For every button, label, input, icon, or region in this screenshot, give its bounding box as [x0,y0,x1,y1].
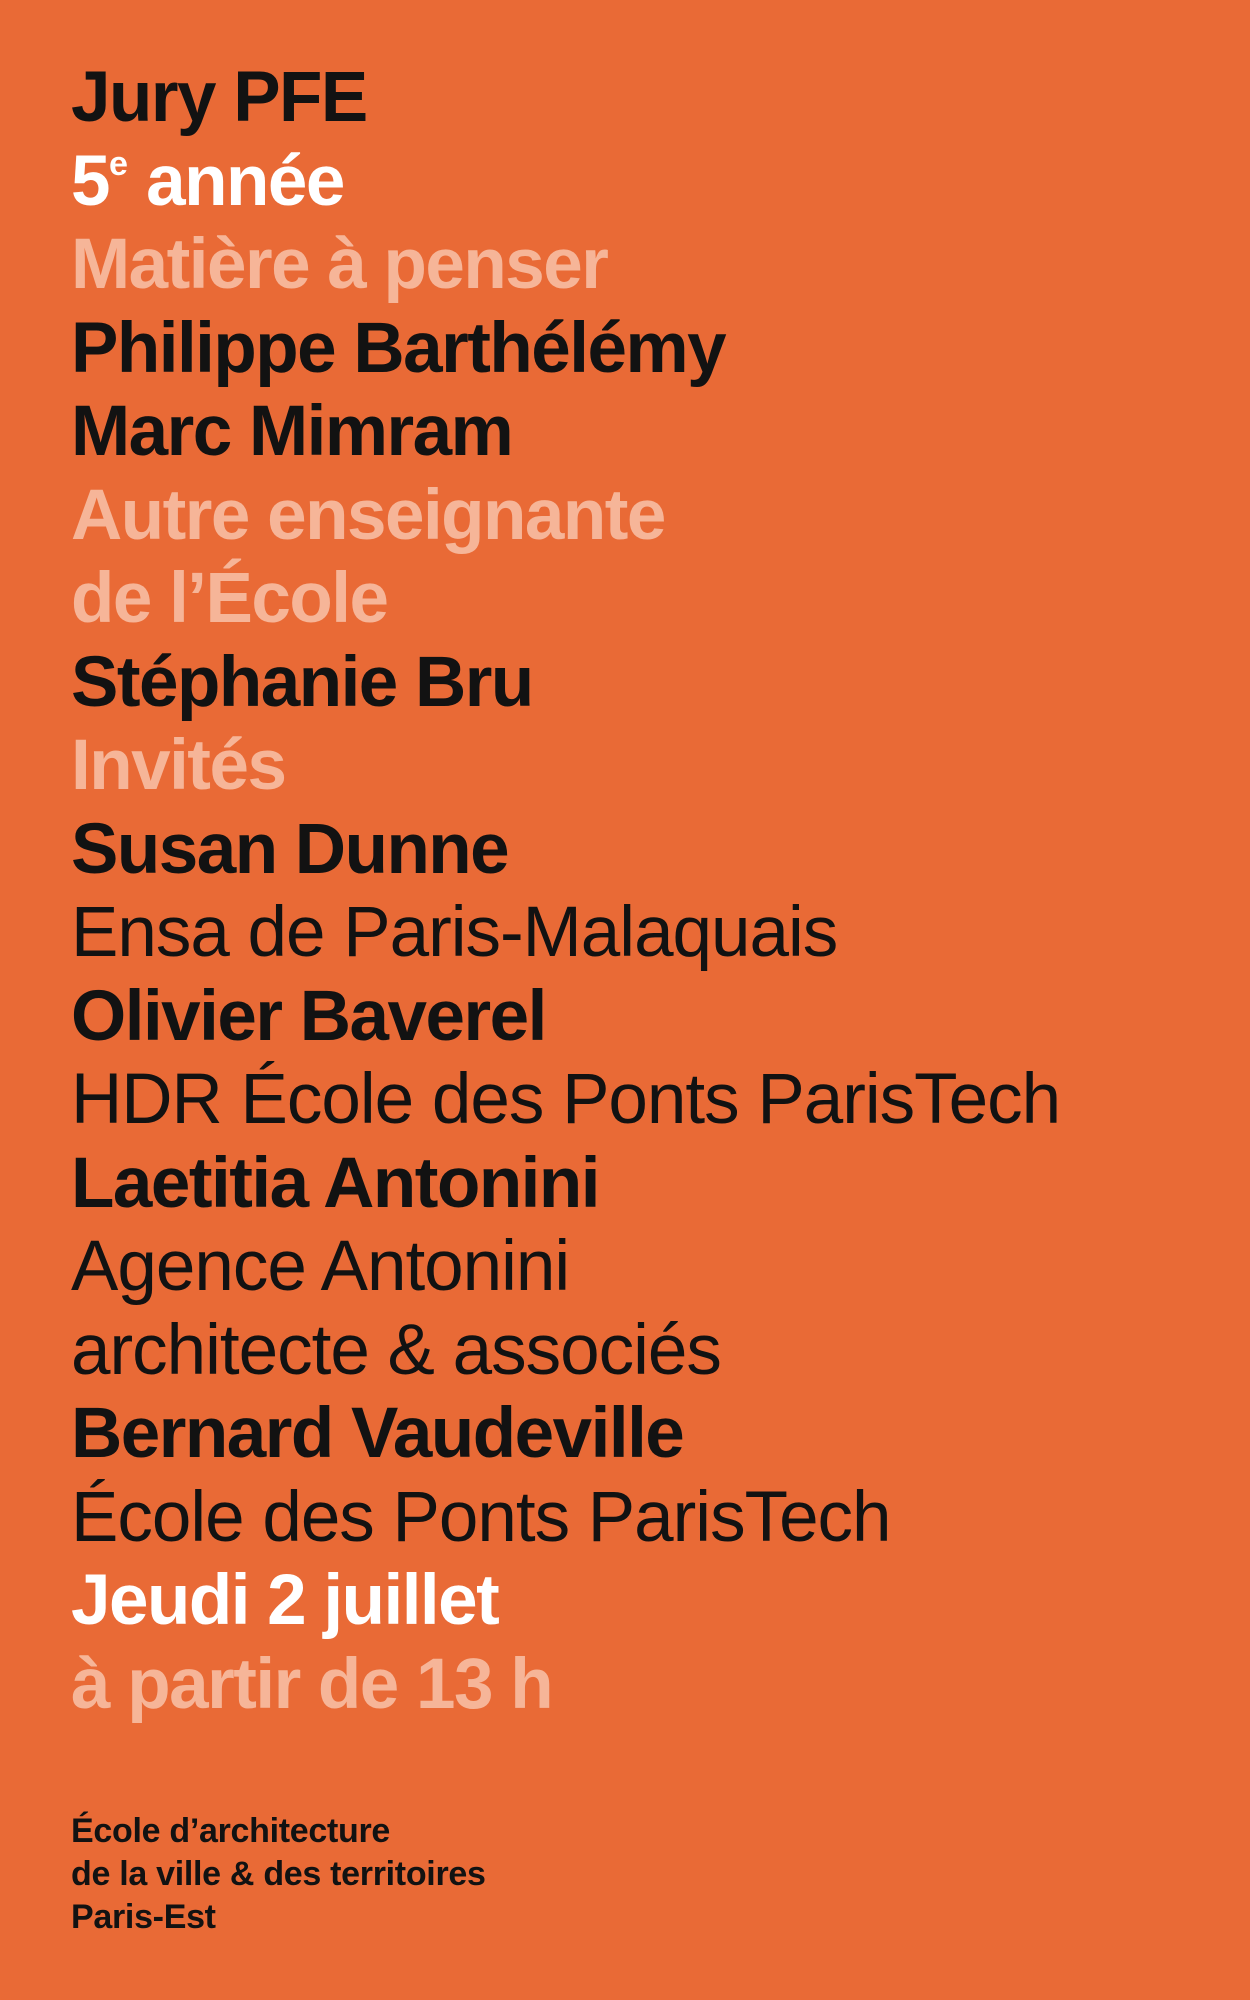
section-matiere: Matière à penser [71,225,608,304]
guest-affiliation-laetitia-antonini-line-2: architecte & associés [71,1310,721,1390]
guest-name-bernard-vaudeville: Bernard Vaudeville [71,1394,684,1473]
year-suffix: année [127,141,344,221]
year-superscript: e [109,144,128,183]
year-number: 5 [71,141,109,221]
poster-title: Jury PFE [71,58,367,137]
guest-name-susan-dunne: Susan Dunne [71,809,509,889]
guest-name-laetitia-antonini: Laetitia Antonini [71,1143,600,1223]
section-guests: Invités [71,726,286,805]
jury-member-philippe-barthelemy: Philippe Barthélémy [71,308,726,388]
school-footer [71,1810,486,1939]
section-other-teacher-line-1: Autre enseignante [71,475,665,555]
section-other-teacher-line-2: de l’École [71,559,388,638]
guest-affiliation-laetitia-antonini-line-1: Agence Antonini [71,1227,570,1306]
guest-affiliation-bernard-vaudeville: École des Ponts ParisTech [71,1477,891,1557]
school-footer-line-2: de la ville & des territoires [71,1855,486,1893]
jury-member-marc-mimram: Marc Mimram [71,392,513,471]
event-time: à partir de 13 h [71,1644,553,1724]
guest-name-olivier-baverel: Olivier Baverel [71,976,546,1056]
school-footer-line-1: École d’architecture [71,1812,391,1850]
school-footer-line-3: Paris-Est [71,1898,216,1936]
guest-affiliation-olivier-baverel: HDR École des Ponts ParisTech [71,1060,1061,1139]
jury-poster [71,56,1191,1726]
jury-member-stephanie-bru: Stéphanie Bru [71,642,533,722]
guest-affiliation-susan-dunne: Ensa de Paris-Malaquais [71,893,838,972]
year-heading [71,140,1191,224]
event-date: Jeudi 2 juillet [71,1561,499,1640]
